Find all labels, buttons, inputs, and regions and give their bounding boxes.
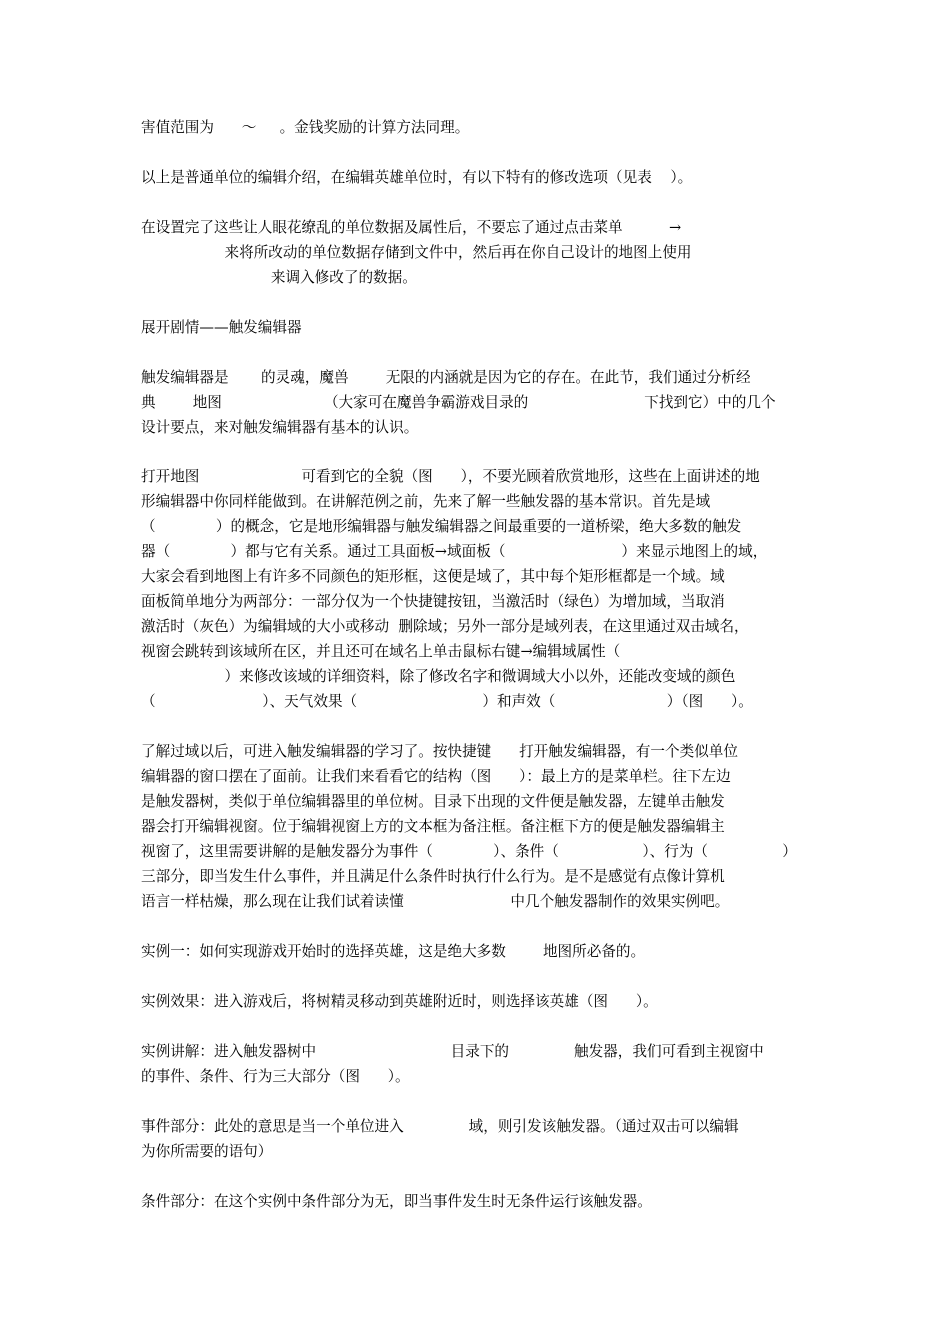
text-line: 面板简单地分为两部分：一部分仅为一个快捷键按钮，当激活时（绿色）为增加域，当取消	[141, 593, 725, 610]
text-line: 的事件、条件、行为三大部分（图 ）。	[141, 1068, 410, 1085]
text-line: 是触发器树，类似于单位编辑器里的单位树。目录下出现的文件便是触发器，左键单击触发	[141, 793, 725, 810]
text-line: 以上是普通单位的编辑介绍，在编辑英雄单位时，有以下特有的修改选项（见表 ）。	[141, 169, 693, 186]
text-line: 典 地图 （大家可在魔兽争霸游戏目录的 下找到它）中的几个	[141, 394, 776, 411]
text-line: 大家会看到地图上有许多不同颜色的矩形框，这便是域了，其中每个矩形框都是一个域。域	[141, 568, 725, 585]
text-line: 三部分，即当发生什么事件，并且满足什么条件时执行什么行为。是不是感觉有点像计算机	[141, 868, 725, 885]
text-line: 事件部分：此处的意思是当一个单位进入 域，则引发该触发器。（通过双击可以编辑	[141, 1118, 739, 1135]
text-line: 条件部分：在这个实例中条件部分为无，即当事件发生时无条件运行该触发器。	[141, 1193, 652, 1210]
text-line: 形编辑器中你同样能做到。在讲解范例之前，先来了解一些触发器的基本常识。首先是域	[141, 493, 711, 510]
text-line: 打开地图 可看到它的全貌（图 ），不要光顾着欣赏地形，这些在上面讲述的地	[141, 468, 760, 485]
text-line: 为你所需要的语句）	[141, 1143, 273, 1160]
text-line: 视窗会跳转到该域所在区，并且还可在域名上单击鼠标右键→编辑域属性（	[141, 643, 621, 660]
text-line: 语言一样枯燥，那么现在让我们试着读懂 中几个触发器制作的效果实例吧。	[141, 893, 730, 910]
text-line: ）来修改该域的详细资料，除了修改名字和微调域大小以外，还能改变域的颜色	[141, 668, 736, 685]
text-line: 害值范围为 ～ 。金钱奖励的计算方法同理。	[141, 119, 470, 136]
text-line: 了解过域以后，可进入触发编辑器的学习了。按快捷键 打开触发编辑器，有一个类似单位	[141, 743, 738, 760]
text-line: 激活时（灰色）为编辑域的大小或移动 删除域；另外一部分是域列表，在这里通过双击域名，	[141, 618, 749, 635]
text-line: 实例讲解：进入触发器树中 目录下的 触发器，我们可看到主视窗中	[141, 1043, 764, 1060]
text-line: 触发编辑器是 的灵魂，魔兽 无限的内涵就是因为它的存在。在此节，我们通过分析经	[141, 369, 751, 386]
section-heading: 展开剧情——触发编辑器	[141, 319, 302, 336]
text-line: 在设置完了这些让人眼花缭乱的单位数据及属性后，不要忘了通过点击菜单 →	[141, 219, 682, 236]
text-line: 视窗了，这里需要讲解的是触发器分为事件（ ）、条件（ ）、行为（ ）	[141, 843, 797, 860]
text-line: （ ）的概念，它是地形编辑器与触发编辑器之间最重要的一道桥梁，绝大多数的触发	[141, 518, 742, 535]
text-line: 器会打开编辑视窗。位于编辑视窗上方的文本框为备注框。备注框下方的便是触发器编辑主	[141, 818, 725, 835]
text-line: 来调入修改了的数据。	[141, 269, 417, 286]
text-line: 来将所改动的单位数据存储到文件中，然后再在你自己设计的地图上使用	[141, 244, 692, 261]
text-line: （ ）、天气效果（ ）和声效（ ）（图 ）。	[141, 693, 753, 710]
text-line: 实例一：如何实现游戏开始时的选择英雄，这是绝大多数 地图所必备的。	[141, 943, 646, 960]
text-line: 编辑器的窗口摆在了面前。让我们来看看它的结构（图 ）：最上方的是菜单栏。往下左边	[141, 768, 731, 785]
text-line: 器（ ）都与它有关系。通过工具面板→域面板（ ）来显示地图上的域，	[141, 543, 768, 560]
text-line: 设计要点，来对触发编辑器有基本的认识。	[141, 419, 419, 436]
text-line: 实例效果：进入游戏后，将树精灵移动到英雄附近时，则选择该英雄（图 ）。	[141, 993, 658, 1010]
